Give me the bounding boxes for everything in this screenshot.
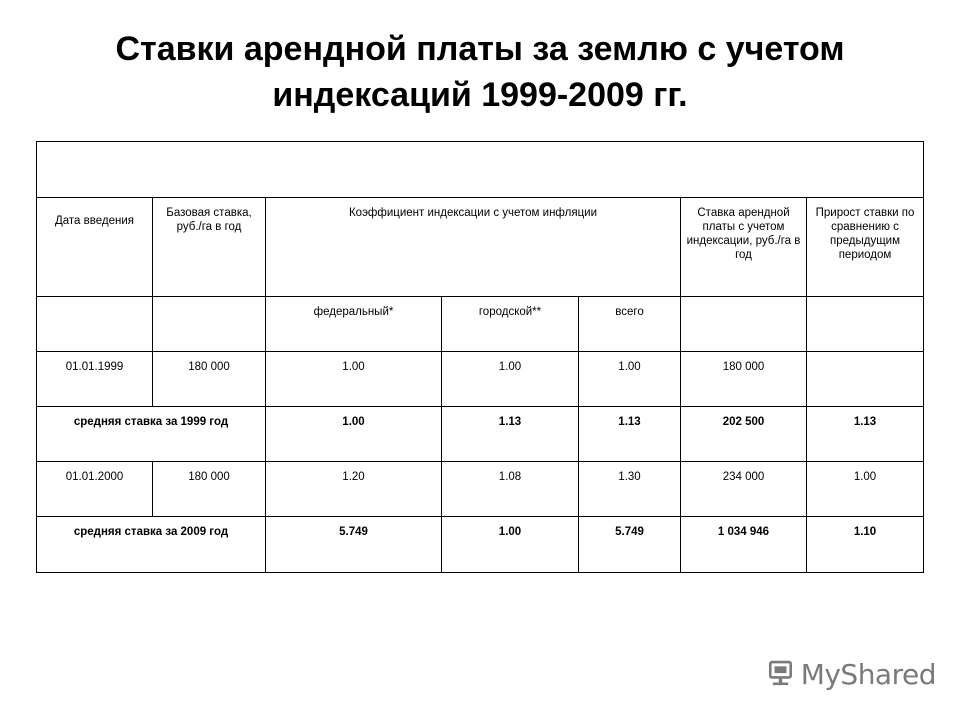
subheader-empty-cell (153, 297, 266, 352)
cell-federal: 1.20 (266, 462, 442, 517)
cell-city: 1.13 (442, 407, 579, 462)
table-row (37, 352, 924, 407)
cell-city: 1.00 (442, 352, 579, 407)
subheader-city: городской** (442, 297, 579, 352)
slide-title (0, 26, 960, 118)
subheader-empty-cell (681, 297, 807, 352)
cell-average-label: средняя ставка за 1999 год (37, 407, 266, 462)
cell-base-rate: 180 000 (153, 462, 266, 517)
header-rate-indexed: Ставка арендной платы с учетом индексации, руб./га в год (681, 198, 807, 297)
cell-rate-indexed: 234 000 (681, 462, 807, 517)
cell-date: 01.01.1999 (37, 352, 153, 407)
header-date: Дата введения (37, 198, 153, 297)
cell-base-rate: 180 000 (153, 352, 266, 407)
cell-rate-indexed: 1 034 946 (681, 517, 807, 573)
cell-city: 1.08 (442, 462, 579, 517)
table-row-average (37, 517, 924, 573)
subheader-total: всего (579, 297, 681, 352)
cell-federal: 1.00 (266, 407, 442, 462)
myshared-logo-icon (766, 656, 797, 692)
header-base-rate: Базовая ставка, руб./га в год (153, 198, 266, 297)
cell-growth: 1.10 (807, 517, 924, 573)
cell-growth: 1.13 (807, 407, 924, 462)
cell-average-label: средняя ставка за 2009 год (37, 517, 266, 573)
table-empty-row (37, 142, 924, 198)
myshared-watermark (766, 655, 936, 693)
cell-growth: 1.00 (807, 462, 924, 517)
cell-federal: 1.00 (266, 352, 442, 407)
table-row (37, 462, 924, 517)
slide-title-line-1: Ставки арендной платы за землю с учетом (115, 30, 845, 68)
cell-city: 1.00 (442, 517, 579, 573)
subheader-empty-cell (37, 297, 153, 352)
table-row-average (37, 407, 924, 462)
watermark-text: MyShared (800, 657, 936, 691)
cell-date: 01.01.2000 (37, 462, 153, 517)
slide-title-line-2: индексаций 1999-2009 гг. (272, 76, 688, 114)
cell-rate-indexed: 202 500 (681, 407, 807, 462)
cell-growth (807, 352, 924, 407)
cell-rate-indexed: 180 000 (681, 352, 807, 407)
header-coefficient: Коэффициент индексации с учетом инфляции (266, 198, 681, 297)
table-header-row (37, 198, 924, 297)
subheader-empty-cell (807, 297, 924, 352)
subheader-federal: федеральный* (266, 297, 442, 352)
cell-total: 1.30 (579, 462, 681, 517)
table-subheader-row (37, 297, 924, 352)
cell-total: 1.00 (579, 352, 681, 407)
empty-header-cell (37, 142, 924, 198)
cell-total: 5.749 (579, 517, 681, 573)
header-growth: Прирост ставки по сравнению с предыдущим периодом (807, 198, 924, 297)
rent-rates-table (36, 141, 924, 573)
cell-total: 1.13 (579, 407, 681, 462)
cell-federal: 5.749 (266, 517, 442, 573)
